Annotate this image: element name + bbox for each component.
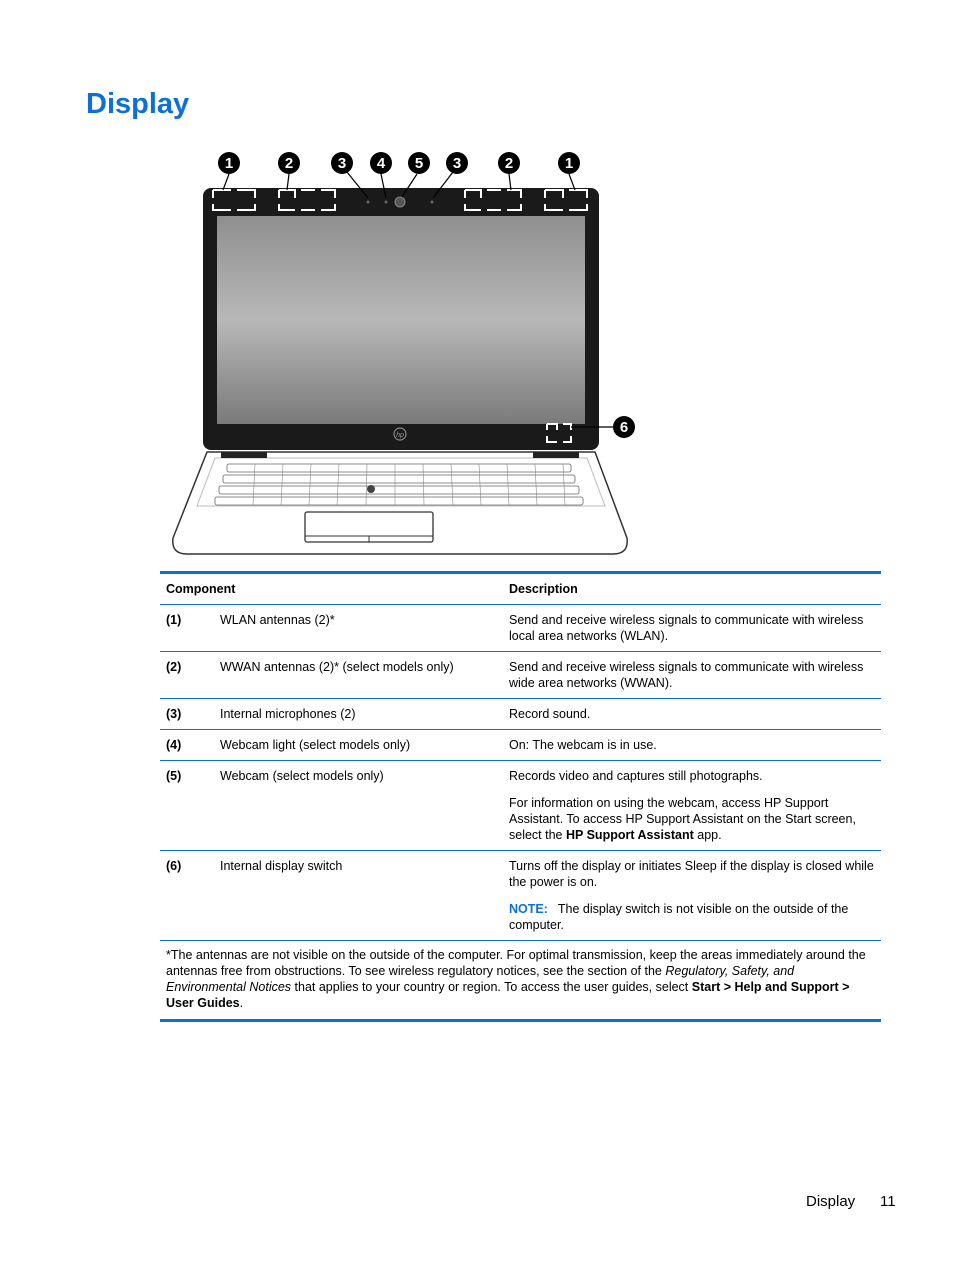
row-number: (6) — [166, 859, 182, 873]
row-component: Webcam (select models only) — [220, 769, 384, 783]
row-description: Send and receive wireless signals to communicate with wireless local area networks (WLAN). — [509, 613, 864, 643]
callout-5: 5 — [414, 155, 424, 172]
callout-6: 6 — [619, 419, 629, 436]
row-component: Internal microphones (2) — [220, 707, 356, 721]
display-screen — [217, 216, 585, 424]
row-description: Turns off the display or initiates Sleep if the display is closed while the power is on. NOTE: The display switch is not visible on the outside of the computer. — [503, 858, 879, 933]
callout-3b: 3 — [452, 155, 462, 172]
footer-page-number: 11 — [880, 1193, 896, 1210]
row-number: (5) — [166, 769, 182, 783]
table-footnote: *The antennas are not visible on the outside of the computer. For optimal transmission, keep the areas immediately around the antennas free from obstructions. To see wireless regulatory notices, see the section of the Regulatory, Safety, and Environmental Notices that applies to your country or region. To access the user guides, select Start > Help and Support > User Guides. — [166, 948, 866, 1010]
row-description: On: The webcam is in use. — [509, 738, 657, 752]
laptop-display-illustration — [165, 146, 645, 566]
header-component: Component — [166, 582, 236, 596]
callout-1: 1 — [224, 155, 234, 172]
table-row — [160, 761, 881, 851]
hp-logo-text: hp — [396, 432, 404, 439]
note — [509, 901, 879, 933]
callout-4: 4 — [376, 155, 386, 172]
table-row — [160, 699, 881, 730]
footer-section-label: Display — [806, 1193, 856, 1210]
note-label: NOTE: — [509, 902, 548, 916]
table-row — [160, 652, 881, 699]
component-table — [160, 571, 881, 1022]
callout-3: 3 — [337, 155, 347, 172]
row-component: Internal display switch — [220, 859, 343, 873]
row-number: (2) — [166, 660, 182, 674]
callout-2: 2 — [284, 155, 294, 172]
page-title: Display — [86, 88, 190, 120]
header-description: Description — [509, 582, 578, 596]
row-number: (3) — [166, 707, 182, 721]
row-component: Webcam light (select models only) — [220, 738, 411, 752]
table-row — [160, 605, 881, 652]
table-row — [160, 851, 881, 941]
row-description: Record sound. — [509, 707, 591, 721]
row-component: WLAN antennas (2)* — [220, 613, 335, 627]
webcam-icon — [395, 197, 405, 207]
callout-2b: 2 — [504, 155, 514, 172]
table-row — [160, 730, 881, 761]
row-component: WWAN antennas (2)* (select models only) — [220, 660, 454, 674]
row-description: Records video and captures still photographs. For information on using the webcam, access HP Support Assistant. To access HP Support Assistant on the Start screen, select the HP Support Assistant app. — [509, 769, 856, 842]
table-header — [160, 574, 881, 605]
row-number: (4) — [166, 738, 182, 752]
row-number: (1) — [166, 613, 182, 627]
note-text: The display switch is not visible on the outside of the computer. — [509, 902, 849, 932]
row-description: Send and receive wireless signals to communicate with wireless wide area networks (WWAN). — [509, 660, 864, 690]
callout-1b: 1 — [564, 155, 574, 172]
